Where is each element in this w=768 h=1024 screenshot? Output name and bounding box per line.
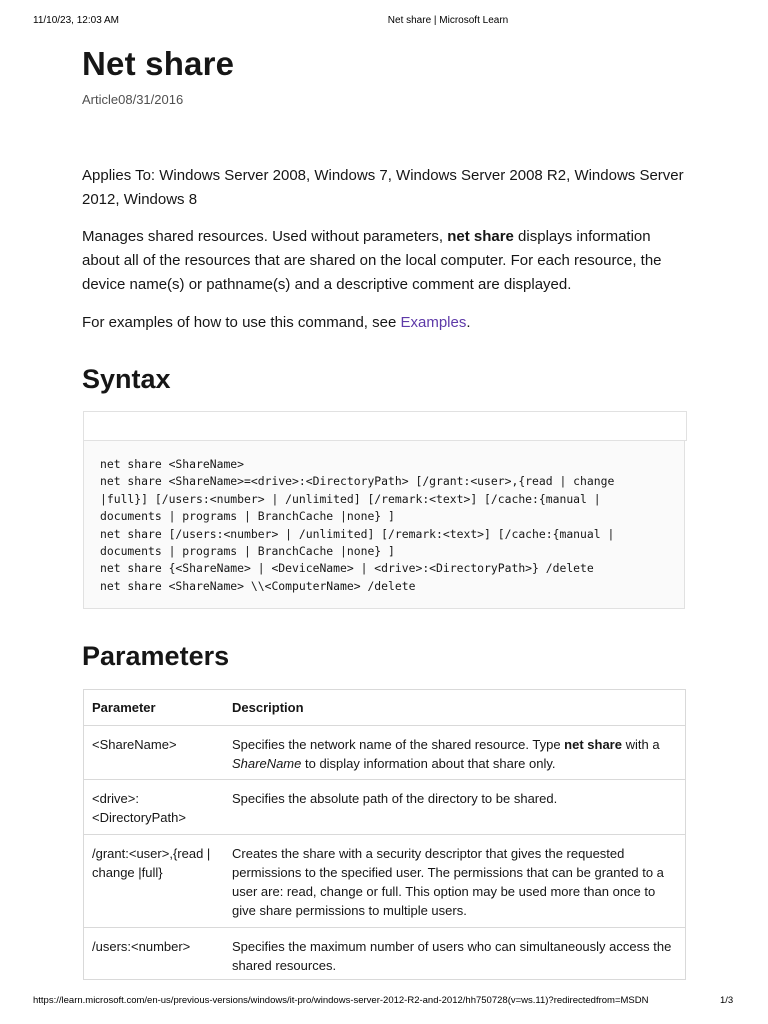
examples-text: For examples of how to use this command, see (82, 314, 401, 331)
desc-sharename: ShareName (232, 756, 302, 771)
desc-text-1: Specifies the network name of the shared resource. Type (232, 737, 565, 752)
examples-period: . (466, 314, 471, 331)
param-description (224, 726, 686, 780)
print-footer (0, 995, 768, 1009)
param-name: /users:<number> (84, 928, 225, 980)
examples-paragraph (82, 311, 692, 335)
desc-command: net share (564, 737, 622, 752)
table-row (84, 835, 686, 928)
column-header-description: Description (224, 690, 686, 726)
desc-text-2: with a (621, 737, 660, 752)
param-description: Specifies the maximum number of users who can simultaneously access the shared resources. (224, 928, 686, 980)
intro-text-2: displays information about all of the resources that are shared on the local computer. For each resource, the device name(s) or pathname(s) and a descriptive comment are displayed. (82, 228, 662, 293)
intro-paragraph (82, 225, 692, 297)
param-description: Creates the share with a security descriptor that gives the requested permissions to the specified user. The permissions that can be granted to a user are: read, change or full. This option may be used more than once to give share permissions to multiple users. (224, 835, 686, 928)
syntax-heading: Syntax (82, 364, 171, 394)
article-meta: Article08/31/2016 (82, 92, 184, 107)
desc-text-3: to display information about that share only. (301, 756, 556, 771)
print-page-number: 1/3 (720, 995, 734, 1006)
syntax-code-block (83, 440, 685, 609)
table-row (84, 928, 686, 980)
parameters-heading: Parameters (82, 641, 230, 671)
param-name: /grant:<user>,{read | change |full} (84, 835, 225, 928)
column-header-parameter: Parameter (84, 690, 225, 726)
table-row (84, 780, 686, 835)
table-header-row (84, 690, 686, 726)
code-block-header (83, 411, 687, 441)
param-name: <drive>:<DirectoryPath> (84, 780, 225, 835)
intro-text-1: Manages shared resources. Used without parameters, (82, 228, 448, 245)
print-url: https://learn.microsoft.com/en-us/previous-versions/windows/it-pro/windows-server-2012-R2-and-2012/hh750728(v=ws.11)?redirectedfrom=MSDN (33, 995, 649, 1006)
page-title: Net share (82, 45, 235, 82)
print-page-title: Net share | Microsoft Learn (387, 15, 509, 26)
examples-link[interactable]: Examples (400, 314, 467, 331)
applies-to: Applies To: Windows Server 2008, Windows 7, Windows Server 2008 R2, Windows Server 2012, Windows 8 (82, 167, 684, 208)
intro-command: net share (447, 228, 514, 245)
param-name: <ShareName> (84, 726, 225, 780)
print-date: 11/10/23, 12:03 AM (33, 15, 119, 26)
syntax-code: net share <ShareName> net share <ShareName>=<drive>:<DirectoryPath> [/grant:<user>,{read | change |full}] [/users:<number> | /unlimited] [/remark:<text>] [/cache:{manual | documents | programs | BranchCache |none} ] net share [/users:<number> | /unlimited] [/remark:<text>] [/cache:{manual | documents | programs | BranchCache |none} ] net share {<ShareName> | <DeviceName> | <drive>:<DirectoryPath>} /delete net share <ShareName> \\<ComputerName> /delete (100, 457, 615, 593)
param-description: Specifies the absolute path of the directory to be shared. (224, 780, 686, 835)
print-header (0, 15, 768, 29)
parameters-table (83, 689, 686, 980)
table-row (84, 726, 686, 780)
